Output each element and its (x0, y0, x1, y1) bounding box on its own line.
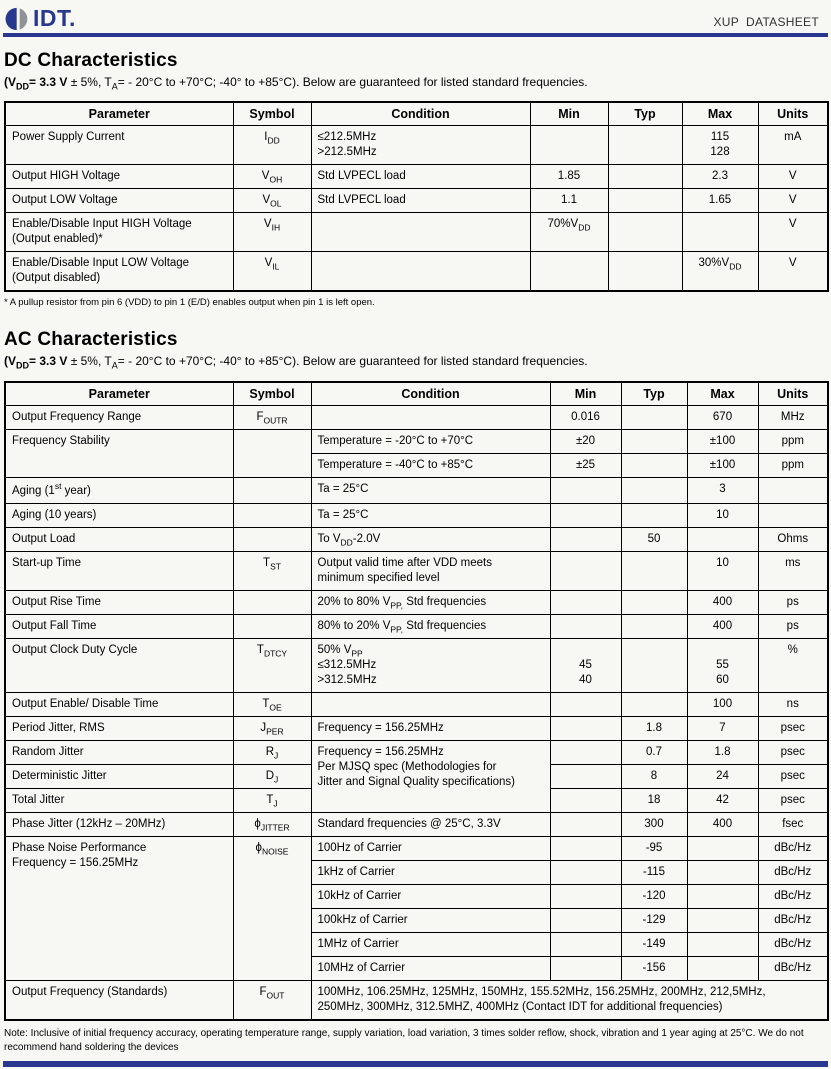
cell-condition: 100Hz of Carrier (311, 836, 550, 860)
dc-table (4, 101, 829, 292)
column-header: Units (758, 382, 828, 406)
cell-condition: Temperature = -40°C to +85°C (311, 453, 550, 477)
cell-typ (621, 429, 687, 453)
cell-min (550, 860, 621, 884)
cell-symbol: $\phi_{NOISE}$ (233, 836, 311, 980)
column-header: Max (682, 102, 758, 126)
cell-symbol: $V_{IL}$ (233, 252, 311, 292)
cell-typ (608, 189, 682, 213)
cell-symbol: $I_{DD}$ (233, 126, 311, 165)
cell-typ: 1.8 (621, 716, 687, 740)
cell-max (687, 527, 758, 551)
cell-max (687, 956, 758, 980)
cell-symbol: $T_J$ (233, 788, 311, 812)
cell-units: Ohms (758, 527, 828, 551)
cell-typ (621, 614, 687, 638)
cell-parameter: Output LOW Voltage (5, 189, 233, 213)
cell-min (550, 908, 621, 932)
cell-units: dBc/Hz (758, 884, 828, 908)
cell-condition (311, 252, 530, 292)
cell-parameter: Output HIGH Voltage (5, 165, 233, 189)
cell-max: ±100 (687, 429, 758, 453)
cell-symbol: $F_{OUTR}$ (233, 405, 311, 429)
cell-typ: -120 (621, 884, 687, 908)
ac-section (0, 329, 831, 1020)
cell-units: dBc/Hz (758, 932, 828, 956)
cell-units: ms (758, 551, 828, 590)
cell-min (550, 956, 621, 980)
cell-min (550, 812, 621, 836)
cell-max: 10 (687, 503, 758, 527)
ac-title: AC Characteristics (4, 329, 178, 351)
cell-min (550, 764, 621, 788)
cell-min (550, 932, 621, 956)
ac-note: Note: Inclusive of initial frequency accuracy, operating temperature range, supply variation, load variation, 3 times solder reflow, shock, vibration and 1 year aging at 25°C. We do not recommend hand soldering the devices (4, 1027, 804, 1053)
ac-table (4, 381, 829, 1021)
cell-max (687, 932, 758, 956)
column-header: Typ (621, 382, 687, 406)
cell-max: 115 128 (682, 126, 758, 165)
table-header-row (5, 102, 828, 126)
cell-typ (621, 503, 687, 527)
column-header: Min (550, 382, 621, 406)
footer-rule (3, 1061, 828, 1067)
cell-min (550, 503, 621, 527)
dc-footnote: * A pullup resistor from pin 6 (VDD) to pin 1 (E/D) enables output when pin 1 is left open. (4, 297, 375, 309)
cell-max: 400 (687, 614, 758, 638)
cell-max: 670 (687, 405, 758, 429)
cell-symbol: $D_J$ (233, 764, 311, 788)
table-row (5, 165, 828, 189)
cell-typ (608, 165, 682, 189)
column-header: Max (687, 382, 758, 406)
cell-symbol (233, 477, 311, 503)
cell-max (687, 860, 758, 884)
ac-table-body (5, 405, 828, 1019)
brand-name: IDT. (33, 5, 76, 31)
column-header: Typ (608, 102, 682, 126)
table-row (5, 590, 828, 614)
cell-units: V (758, 165, 828, 189)
cell-max: 400 (687, 812, 758, 836)
cell-typ: -149 (621, 932, 687, 956)
cell-symbol: $F_{OUT}$ (233, 980, 311, 1020)
cell-condition: 100MHz, 106.25MHz, 125MHz, 150MHz, 155.52MHz, 156.25MHz, 200MHz, 212,5MHz, 250MHz, 300MHz, 312.5MHZ, 400MHz (Contact IDT for additional frequencies) (311, 980, 828, 1020)
cell-symbol: $T_{ST}$ (233, 551, 311, 590)
cell-symbol: $J_{PER}$ (233, 716, 311, 740)
cell-min: 0.016 (550, 405, 621, 429)
cell-parameter: Phase Jitter (12kHz – 20MHz) (5, 812, 233, 836)
cell-parameter: Output Frequency Range (5, 405, 233, 429)
cell-condition: Output valid time after VDD meets minimum specified level (311, 551, 550, 590)
cell-typ: 8 (621, 764, 687, 788)
cell-typ (621, 638, 687, 692)
cell-parameter: Power Supply Current (5, 126, 233, 165)
cell-typ (608, 126, 682, 165)
cell-parameter: Output Load (5, 527, 233, 551)
cell-units: fsec (758, 812, 828, 836)
cell-units: mA (758, 126, 828, 165)
cell-typ (621, 590, 687, 614)
cell-symbol: $T_{DTCY}$ (233, 638, 311, 692)
column-header: Condition (311, 102, 530, 126)
cell-parameter: Total Jitter (5, 788, 233, 812)
header-rule (3, 33, 828, 37)
cell-condition: 50% $V_{PP}$ ≤312.5MHz >312.5MHz (311, 638, 550, 692)
cell-condition: Std LVPECL load (311, 165, 530, 189)
cell-max: 42 (687, 788, 758, 812)
cell-units: psec (758, 740, 828, 764)
cell-parameter: Aging (1st year) (5, 477, 233, 503)
cell-min (530, 126, 608, 165)
cell-units: dBc/Hz (758, 836, 828, 860)
column-header: Symbol (233, 102, 311, 126)
cell-units: V (758, 189, 828, 213)
cell-min (550, 716, 621, 740)
cell-min: ±25 (550, 453, 621, 477)
cell-parameter: Phase Noise Performance Frequency = 156.25MHz (5, 836, 233, 980)
cell-units: psec (758, 764, 828, 788)
table-row (5, 477, 828, 503)
cell-max: 10 (687, 551, 758, 590)
cell-max: 1.65 (682, 189, 758, 213)
cell-min: $70\%V_{DD}$ (530, 213, 608, 252)
cell-max: 100 (687, 692, 758, 716)
cell-condition (311, 213, 530, 252)
cell-condition: ≤212.5MHz >212.5MHz (311, 126, 530, 165)
cell-symbol: $V_{IH}$ (233, 213, 311, 252)
table-row (5, 189, 828, 213)
cell-parameter: Output Fall Time (5, 614, 233, 638)
cell-min (550, 884, 621, 908)
page-header (0, 0, 831, 33)
table-row (5, 252, 828, 292)
cell-parameter: Period Jitter, RMS (5, 716, 233, 740)
cell-parameter: Start-up Time (5, 551, 233, 590)
table-row (5, 213, 828, 252)
cell-parameter: Random Jitter (5, 740, 233, 764)
cell-min: 1.85 (530, 165, 608, 189)
cell-symbol (233, 429, 311, 477)
cell-symbol: $V_{OH}$ (233, 165, 311, 189)
cell-condition: 1kHz of Carrier (311, 860, 550, 884)
cell-condition: Frequency = 156.25MHz (311, 716, 550, 740)
cell-condition: 100kHz of Carrier (311, 908, 550, 932)
column-header: Symbol (233, 382, 311, 406)
cell-min (550, 788, 621, 812)
table-row (5, 405, 828, 429)
cell-max: 7 (687, 716, 758, 740)
cell-symbol: $\phi_{JITTER}$ (233, 812, 311, 836)
cell-max: 2.3 (682, 165, 758, 189)
cell-condition: Ta = 25°C (311, 477, 550, 503)
ac-subtitle: ($V_{DD}= 3.3$ V ± 5%, $T_A= - 20^\circ C$ to +70°C; -40° to +85°C). Below are guaranteed for listed standard frequencies. (4, 354, 588, 371)
cell-condition (311, 692, 550, 716)
doc-title: XUP DATASHEET (713, 15, 819, 29)
dc-title: DC Characteristics (4, 50, 178, 71)
cell-units: dBc/Hz (758, 908, 828, 932)
table-row (5, 527, 828, 551)
cell-typ (621, 405, 687, 429)
cell-max: 55 60 (687, 638, 758, 692)
cell-max (682, 213, 758, 252)
cell-symbol (233, 503, 311, 527)
cell-typ (621, 453, 687, 477)
cell-parameter: Output Frequency (Standards) (5, 980, 233, 1020)
table-row (5, 614, 828, 638)
cell-condition: 20% to 80% $V_{PP,}$ Std frequencies (311, 590, 550, 614)
cell-max (687, 884, 758, 908)
cell-typ (621, 692, 687, 716)
cell-condition: 10kHz of Carrier (311, 884, 550, 908)
cell-parameter: Enable/Disable Input HIGH Voltage (Output enabled)* (5, 213, 233, 252)
table-row (5, 836, 828, 860)
cell-units: dBc/Hz (758, 860, 828, 884)
cell-typ: 50 (621, 527, 687, 551)
cell-max: 400 (687, 590, 758, 614)
dc-subtitle: ($V_{DD}= 3.3$ V ± 5%, $T_A= - 20^\circ C$ to +70°C; -40° to +85°C). Below are guaranteed for listed standard frequencies. (4, 75, 588, 92)
cell-condition: Temperature = -20°C to +70°C (311, 429, 550, 453)
cell-max: 24 (687, 764, 758, 788)
cell-condition: 10MHz of Carrier (311, 956, 550, 980)
cell-min (550, 836, 621, 860)
cell-min: 45 40 (550, 638, 621, 692)
cell-units: ppm (758, 453, 828, 477)
cell-max (687, 836, 758, 860)
cell-min (550, 740, 621, 764)
cell-symbol: $R_J$ (233, 740, 311, 764)
table-row (5, 716, 828, 740)
cell-typ: -95 (621, 836, 687, 860)
column-header: Condition (311, 382, 550, 406)
cell-parameter: Output Rise Time (5, 590, 233, 614)
column-header: Units (758, 102, 828, 126)
cell-condition: 1MHz of Carrier (311, 932, 550, 956)
cell-units: ps (758, 614, 828, 638)
cell-symbol (233, 527, 311, 551)
cell-max (687, 908, 758, 932)
column-header: Parameter (5, 102, 233, 126)
cell-condition: Ta = 25°C (311, 503, 550, 527)
dc-table-body (5, 126, 828, 292)
cell-typ: -115 (621, 860, 687, 884)
cell-units: V (758, 252, 828, 292)
table-header-row (5, 382, 828, 406)
cell-typ (621, 551, 687, 590)
cell-condition: Standard frequencies @ 25°C, 3.3V (311, 812, 550, 836)
cell-units (758, 503, 828, 527)
cell-units: ppm (758, 429, 828, 453)
cell-condition: Frequency = 156.25MHz Per MJSQ spec (Methodologies for Jitter and Signal Quality specifications) (311, 740, 550, 812)
dc-section (0, 50, 831, 308)
table-row (5, 740, 828, 764)
table-row (5, 812, 828, 836)
cell-symbol: $V_{OL}$ (233, 189, 311, 213)
cell-max: 1.8 (687, 740, 758, 764)
cell-parameter: Output Clock Duty Cycle (5, 638, 233, 692)
cell-max: $30\%V_{DD}$ (682, 252, 758, 292)
cell-typ (608, 252, 682, 292)
cell-units: ps (758, 590, 828, 614)
cell-symbol (233, 590, 311, 614)
cell-condition: Std LVPECL load (311, 189, 530, 213)
cell-units (758, 477, 828, 503)
idt-logo-icon (5, 6, 31, 32)
cell-typ (621, 477, 687, 503)
table-row (5, 692, 828, 716)
column-header: Min (530, 102, 608, 126)
cell-typ (608, 213, 682, 252)
table-row (5, 503, 828, 527)
cell-typ: -156 (621, 956, 687, 980)
cell-min: ±20 (550, 429, 621, 453)
cell-symbol (233, 614, 311, 638)
cell-max: 3 (687, 477, 758, 503)
table-row (5, 638, 828, 692)
cell-min: 1.1 (530, 189, 608, 213)
cell-min (530, 252, 608, 292)
cell-min (550, 614, 621, 638)
table-row (5, 429, 828, 453)
cell-condition (311, 405, 550, 429)
cell-min (550, 551, 621, 590)
cell-units: ns (758, 692, 828, 716)
cell-units: psec (758, 788, 828, 812)
cell-condition: To $V_{DD}-2.0V$ (311, 527, 550, 551)
cell-condition: 80% to 20% $V_{PP,}$ Std frequencies (311, 614, 550, 638)
table-row (5, 126, 828, 165)
idt-logo (5, 5, 76, 32)
cell-parameter: Output Enable/ Disable Time (5, 692, 233, 716)
cell-units: V (758, 213, 828, 252)
cell-typ: -129 (621, 908, 687, 932)
cell-units: MHz (758, 405, 828, 429)
table-row (5, 551, 828, 590)
cell-parameter: Enable/Disable Input LOW Voltage (Output disabled) (5, 252, 233, 292)
cell-parameter: Frequency Stability (5, 429, 233, 477)
cell-parameter: Deterministic Jitter (5, 764, 233, 788)
cell-symbol: $T_{OE}$ (233, 692, 311, 716)
cell-typ: 300 (621, 812, 687, 836)
cell-max: ±100 (687, 453, 758, 477)
cell-min (550, 590, 621, 614)
cell-units: dBc/Hz (758, 956, 828, 980)
cell-parameter: Aging (10 years) (5, 503, 233, 527)
cell-min (550, 527, 621, 551)
cell-typ: 18 (621, 788, 687, 812)
cell-units: % (758, 638, 828, 692)
cell-units: psec (758, 716, 828, 740)
cell-typ: 0.7 (621, 740, 687, 764)
cell-min (550, 692, 621, 716)
table-row (5, 980, 828, 1020)
cell-min (550, 477, 621, 503)
column-header: Parameter (5, 382, 233, 406)
